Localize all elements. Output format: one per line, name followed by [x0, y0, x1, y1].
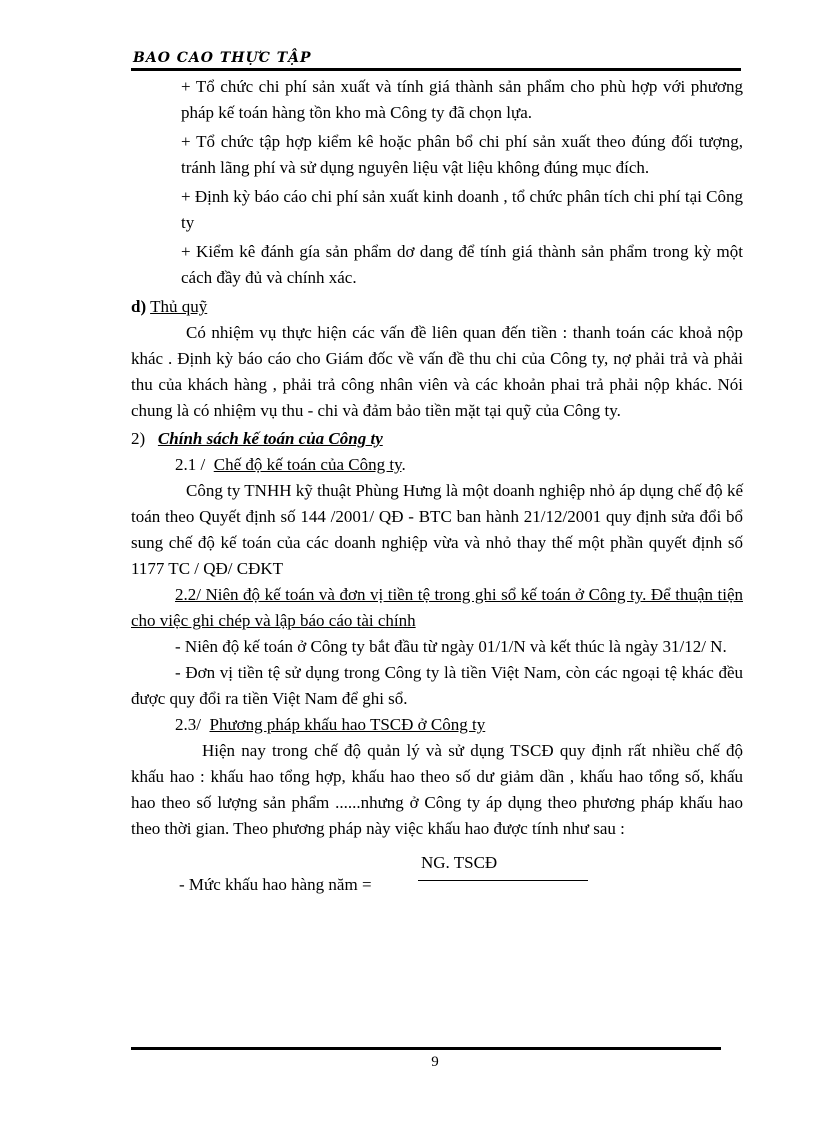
section-d-label: d)	[131, 297, 147, 316]
section-2-1-body: Công ty TNHH kỹ thuật Phùng Hưng là một doanh nghiệp nhỏ áp dụng chế độ kế toán theo Quyết định số 144 /2001/ QĐ - BTC ban hành 21/12/2001 quy định sửa đổi bổ sung chế độ kế toán của các doanh nghiệp vừa và nhỏ thay thế một phần quyết định số 1177 TC / QĐ/ CĐKT	[131, 481, 743, 578]
bullet-item: + Định kỳ báo cáo chi phí sản xuất kinh doanh , tổ chức phân tích chi phí tại Công ty	[181, 187, 743, 232]
section-2-heading	[131, 426, 743, 452]
section-2-1-label: 2.1 /	[175, 455, 206, 474]
bullet-item: + Tổ chức tập hợp kiểm kê hoặc phân bổ chi phí sản xuất theo đúng đối tượng, tránh lãng phí và sử dụng nguyên liệu vật liệu không đúng mục đích.	[181, 132, 743, 177]
section-2-2-line: - Niên độ kế toán ở Công ty bắt đầu từ ngày 01/1/N và kết thúc là ngày 31/12/ N.	[175, 637, 727, 656]
running-header: BAO CAO THỰC TẬP	[133, 50, 312, 66]
section-2-3-body: Hiện nay trong chế độ quản lý và sử dụng TSCĐ quy định rất nhiều chế độ khấu hao : khấu hao tổng hợp, khấu hao theo số dư giảm dần , khấu hao tổng số, khấu hao theo số lượng sản phẩm ......nhưng ở Công ty áp dụng theo phương pháp khấu hao theo thời gian. Theo phương pháp này việc khấu hao được tính như sau :	[131, 741, 743, 838]
section-2-1-title: Chế độ kế toán của Công ty	[213, 455, 402, 474]
section-2-label: 2)	[131, 429, 146, 448]
formula-label: - Mức khấu hao hàng năm =	[179, 875, 372, 894]
section-2-1-heading: 2.1 / Chế độ kế toán của Công ty.	[175, 455, 406, 474]
bullet-item: + Tổ chức chi phí sản xuất và tính giá thành sản phẩm cho phù hợp với phương pháp kế toán hàng tồn kho mà Công ty đã chọn lựa.	[181, 77, 743, 122]
depreciation-formula	[131, 850, 743, 910]
section-2-title: Chính sách kế toán của Công ty	[157, 429, 383, 448]
section-d-title: Thủ quỹ	[150, 297, 208, 316]
section-2-2-line: - Đơn vị tiền tệ sử dụng trong Công ty là tiền Việt Nam, còn các ngoại tệ khác đều được quy đổi ra tiền Việt Nam để ghi sổ.	[131, 663, 743, 708]
page-body	[131, 74, 743, 910]
header-rule	[131, 68, 741, 71]
section-d-body: Có nhiệm vụ thực hiện các vấn đề liên quan đến tiền : thanh toán các khoả nộp khác . Định kỳ báo cáo cho Giám đốc về vấn đề thu chi của Công ty, nợ phải trả và phải thu của khách hàng , phải trả công nhân viên và các khoản phai trả phải nộp khác. Nói chung là có nhiệm vụ thu - chi và đảm bảo tiền mặt tại quỹ của Công ty.	[131, 323, 743, 420]
bullet-item: + Kiểm kê đánh gía sản phẩm dơ dang để tính giá thành sản phẩm trong kỳ một cách đầy đủ và chính xác.	[181, 242, 743, 287]
formula-numerator: NG. TSCĐ	[421, 853, 498, 872]
section-d-heading	[131, 294, 743, 320]
section-2-2-heading: 2.2/ Niên độ kế toán và đơn vị tiền tệ trong ghi sổ kế toán ở Công ty. Để thuận tiện cho việc ghi chép và lập báo cáo tài chính	[131, 585, 743, 630]
footer-rule	[131, 1047, 721, 1050]
section-2-3-heading	[131, 712, 743, 738]
fraction-bar	[418, 880, 588, 881]
section-2-3-title: Phương pháp khấu hao TSCĐ ở Công ty	[209, 715, 486, 734]
page-number: 9	[431, 1054, 439, 1070]
section-2-3-label: 2.3/	[175, 715, 201, 734]
